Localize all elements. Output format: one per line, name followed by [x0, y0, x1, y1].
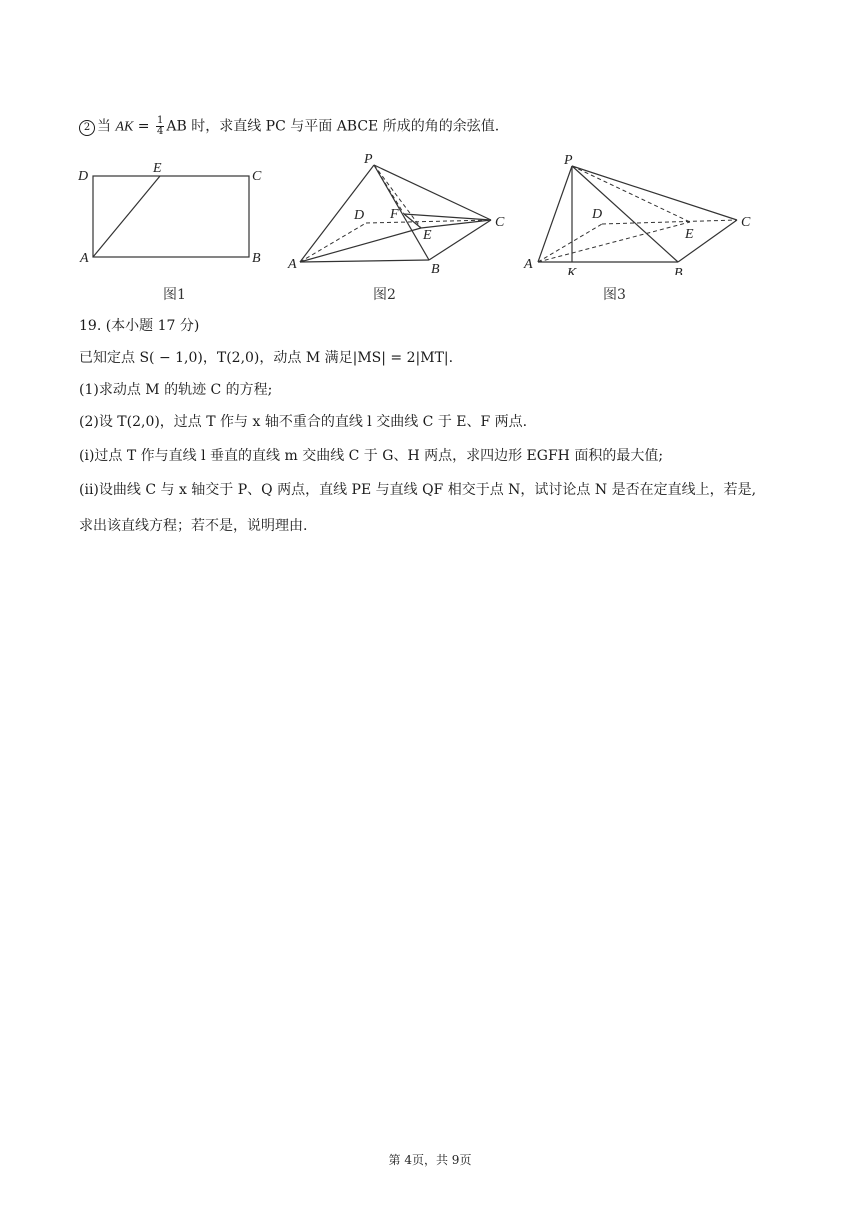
svg-text:A: A: [524, 257, 533, 272]
svg-text:C: C: [495, 215, 505, 230]
svg-text:A: A: [288, 257, 297, 272]
circled-number-marker: 2: [79, 120, 95, 136]
question-19-part-2-i: (i)过点 T 作与直线 l 垂直的直线 m 交曲线 C 于 G、H 两点，求四边形 EGFH 面积的最大值;: [79, 448, 664, 464]
svg-text:F: F: [390, 207, 399, 222]
figure-3: [522, 150, 762, 279]
svg-text:B: B: [674, 266, 683, 275]
question-18-part-2: 2 当 AK = $\frac{1}{4}$ AB 时，求直线 PC 与平面 ABCE 所成的角的余弦值.: [79, 116, 499, 138]
svg-text:P: P: [364, 152, 373, 167]
question-19-part-2-ii-continued: 求出该直线方程；若不是，说明理由.: [79, 518, 308, 534]
svg-text:E: E: [685, 227, 694, 242]
svg-text:D: D: [592, 207, 603, 222]
question-19-part-2: (2)设 T(2,0)，过点 T 作与 x 轴不重合的直线 l 交曲线 C 于 E、F 两点.: [79, 414, 528, 430]
svg-text:K: K: [567, 266, 577, 275]
svg-text:C: C: [741, 215, 751, 230]
svg-text:P: P: [564, 153, 573, 168]
question-19-part-2-ii: (ii)设曲线 C 与 x 轴交于 P、Q 两点，直线 PE 与直线 QF 相交于点 N，试讨论点 N 是否在定直线上，若是,: [79, 482, 757, 498]
figure-1: [78, 150, 268, 274]
rectangle-diagram: [78, 150, 268, 270]
pyramid-diagram-folded: [286, 150, 516, 275]
fraction: $\frac{1}{4}$: [156, 115, 164, 137]
page-footer: 第 4页，共 9页: [388, 1153, 472, 1167]
figure-1-caption: 图1: [163, 287, 186, 303]
svg-text:A: A: [80, 251, 89, 266]
svg-text:B: B: [431, 262, 440, 275]
svg-text:D: D: [354, 208, 365, 223]
pyramid-diagram-projection: [522, 150, 762, 275]
svg-text:E: E: [423, 228, 432, 243]
question-19-heading: 19. (本小题 17 分): [79, 318, 200, 334]
svg-text:E: E: [153, 161, 162, 176]
figure-3-caption: 图3: [603, 287, 626, 303]
question-19-part-1: (1)求动点 M 的轨迹 C 的方程;: [79, 382, 273, 398]
svg-text:B: B: [252, 251, 261, 266]
figure-2: [286, 150, 516, 279]
question-19-stem: 已知定点 S( − 1,0)，T(2,0)，动点 M 满足|MS| = 2|MT|.: [79, 350, 454, 366]
svg-text:C: C: [252, 169, 262, 184]
svg-text:D: D: [78, 169, 89, 184]
figure-2-caption: 图2: [373, 287, 396, 303]
